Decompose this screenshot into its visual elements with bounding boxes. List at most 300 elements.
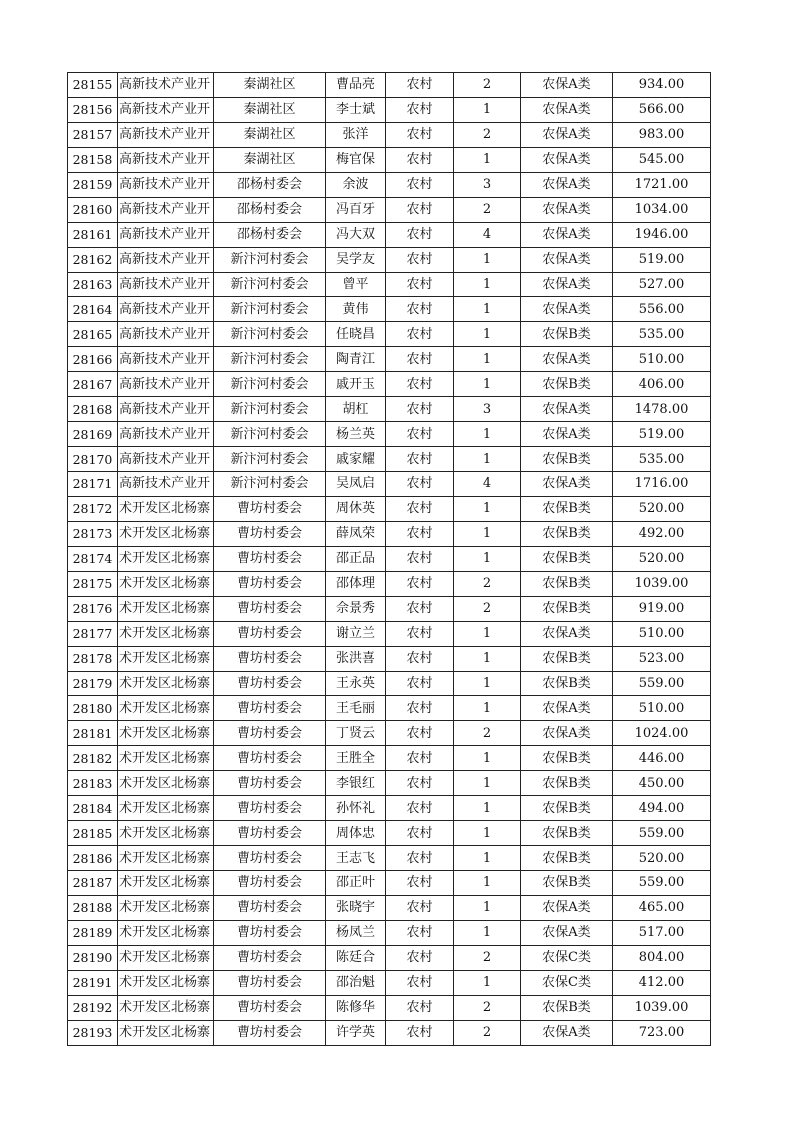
record-id-cell: 28185: [68, 821, 118, 846]
district-cell: 术开发区北杨寨: [118, 771, 214, 796]
person-name-cell: 王毛丽: [326, 696, 386, 721]
person-name-cell: 许学英: [326, 1020, 386, 1045]
household-type-cell: 农村: [386, 871, 454, 896]
family-size-cell: 2: [454, 1020, 521, 1045]
household-type-cell: 农村: [386, 671, 454, 696]
amount-cell: 559.00: [613, 821, 711, 846]
household-type-cell: 农村: [386, 920, 454, 945]
village-committee-cell: 新汴河村委会: [214, 372, 326, 397]
person-name-cell: 王志飞: [326, 846, 386, 871]
district-cell: 高新技术产业开: [118, 122, 214, 147]
table-row: [68, 197, 711, 222]
insurance-category-cell: 农保A类: [521, 621, 613, 646]
person-name-cell: 李士斌: [326, 97, 386, 122]
household-type-cell: 农村: [386, 197, 454, 222]
family-size-cell: 1: [454, 970, 521, 995]
district-cell: 术开发区北杨寨: [118, 496, 214, 521]
table-row: [68, 73, 711, 98]
household-type-cell: 农村: [386, 895, 454, 920]
insurance-category-cell: 农保A类: [521, 347, 613, 372]
household-type-cell: 农村: [386, 496, 454, 521]
table-row: [68, 746, 711, 771]
family-size-cell: 1: [454, 746, 521, 771]
record-id-cell: 28182: [68, 746, 118, 771]
insurance-category-cell: 农保A类: [521, 297, 613, 322]
district-cell: 高新技术产业开: [118, 422, 214, 447]
family-size-cell: 3: [454, 172, 521, 197]
table-row: [68, 222, 711, 247]
insurance-category-cell: 农保B类: [521, 521, 613, 546]
record-id-cell: 28179: [68, 671, 118, 696]
village-committee-cell: 曹坊村委会: [214, 721, 326, 746]
record-id-cell: 28177: [68, 621, 118, 646]
district-cell: 术开发区北杨寨: [118, 671, 214, 696]
family-size-cell: 1: [454, 372, 521, 397]
amount-cell: 450.00: [613, 771, 711, 796]
table-row: [68, 671, 711, 696]
family-size-cell: 2: [454, 571, 521, 596]
table-row: [68, 97, 711, 122]
district-cell: 高新技术产业开: [118, 172, 214, 197]
insurance-category-cell: 农保A类: [521, 197, 613, 222]
record-id-cell: 28172: [68, 496, 118, 521]
person-name-cell: 冯大双: [326, 222, 386, 247]
village-committee-cell: 秦湖社区: [214, 97, 326, 122]
insurance-category-cell: 农保C类: [521, 945, 613, 970]
record-id-cell: 28163: [68, 272, 118, 297]
village-committee-cell: 曹坊村委会: [214, 796, 326, 821]
insurance-category-cell: 农保A类: [521, 222, 613, 247]
household-type-cell: 农村: [386, 172, 454, 197]
village-committee-cell: 曹坊村委会: [214, 696, 326, 721]
table-row: [68, 272, 711, 297]
table-row: [68, 472, 711, 497]
table-row: [68, 347, 711, 372]
family-size-cell: 4: [454, 222, 521, 247]
person-name-cell: 李银红: [326, 771, 386, 796]
amount-cell: 983.00: [613, 122, 711, 147]
family-size-cell: 1: [454, 147, 521, 172]
record-id-cell: 28164: [68, 297, 118, 322]
village-committee-cell: 新汴河村委会: [214, 347, 326, 372]
amount-cell: 556.00: [613, 297, 711, 322]
amount-cell: 1024.00: [613, 721, 711, 746]
village-committee-cell: 曹坊村委会: [214, 871, 326, 896]
record-id-cell: 28167: [68, 372, 118, 397]
district-cell: 高新技术产业开: [118, 297, 214, 322]
insurance-category-cell: 农保B类: [521, 546, 613, 571]
amount-cell: 494.00: [613, 796, 711, 821]
person-name-cell: 任晓昌: [326, 322, 386, 347]
amount-cell: 523.00: [613, 646, 711, 671]
table-row: [68, 447, 711, 472]
district-cell: 术开发区北杨寨: [118, 596, 214, 621]
village-committee-cell: 曹坊村委会: [214, 496, 326, 521]
insurance-category-cell: 农保A类: [521, 472, 613, 497]
amount-cell: 1716.00: [613, 472, 711, 497]
district-cell: 术开发区北杨寨: [118, 970, 214, 995]
family-size-cell: 3: [454, 397, 521, 422]
household-type-cell: 农村: [386, 1020, 454, 1045]
household-type-cell: 农村: [386, 472, 454, 497]
family-size-cell: 2: [454, 73, 521, 98]
household-type-cell: 农村: [386, 447, 454, 472]
village-committee-cell: 邵杨村委会: [214, 172, 326, 197]
family-size-cell: 1: [454, 796, 521, 821]
amount-cell: 412.00: [613, 970, 711, 995]
insurance-category-cell: 农保A类: [521, 895, 613, 920]
village-committee-cell: 曹坊村委会: [214, 571, 326, 596]
person-name-cell: 薛凤荣: [326, 521, 386, 546]
household-type-cell: 农村: [386, 397, 454, 422]
insurance-category-cell: 农保A类: [521, 97, 613, 122]
table-row: [68, 546, 711, 571]
person-name-cell: 杨凤兰: [326, 920, 386, 945]
record-id-cell: 28183: [68, 771, 118, 796]
amount-cell: 535.00: [613, 447, 711, 472]
amount-cell: 804.00: [613, 945, 711, 970]
household-type-cell: 农村: [386, 546, 454, 571]
family-size-cell: 2: [454, 122, 521, 147]
table-row: [68, 422, 711, 447]
household-type-cell: 农村: [386, 571, 454, 596]
records-table: [67, 72, 711, 1046]
village-committee-cell: 新汴河村委会: [214, 272, 326, 297]
district-cell: 术开发区北杨寨: [118, 871, 214, 896]
village-committee-cell: 曹坊村委会: [214, 671, 326, 696]
village-committee-cell: 邵杨村委会: [214, 197, 326, 222]
district-cell: 高新技术产业开: [118, 472, 214, 497]
district-cell: 高新技术产业开: [118, 97, 214, 122]
record-id-cell: 28159: [68, 172, 118, 197]
table-row: [68, 172, 711, 197]
family-size-cell: 1: [454, 447, 521, 472]
person-name-cell: 陶青江: [326, 347, 386, 372]
household-type-cell: 农村: [386, 746, 454, 771]
family-size-cell: 1: [454, 521, 521, 546]
district-cell: 高新技术产业开: [118, 197, 214, 222]
record-id-cell: 28155: [68, 73, 118, 98]
family-size-cell: 2: [454, 945, 521, 970]
amount-cell: 1039.00: [613, 571, 711, 596]
table-row: [68, 846, 711, 871]
district-cell: 术开发区北杨寨: [118, 746, 214, 771]
household-type-cell: 农村: [386, 696, 454, 721]
record-id-cell: 28189: [68, 920, 118, 945]
table-row: [68, 1020, 711, 1045]
insurance-category-cell: 农保B类: [521, 846, 613, 871]
amount-cell: 446.00: [613, 746, 711, 771]
table-row: [68, 696, 711, 721]
table-row: [68, 995, 711, 1020]
family-size-cell: 1: [454, 97, 521, 122]
record-id-cell: 28169: [68, 422, 118, 447]
household-type-cell: 农村: [386, 97, 454, 122]
insurance-category-cell: 农保A类: [521, 696, 613, 721]
household-type-cell: 农村: [386, 322, 454, 347]
village-committee-cell: 秦湖社区: [214, 122, 326, 147]
record-id-cell: 28165: [68, 322, 118, 347]
household-type-cell: 农村: [386, 222, 454, 247]
district-cell: 高新技术产业开: [118, 272, 214, 297]
family-size-cell: 1: [454, 771, 521, 796]
village-committee-cell: 曹坊村委会: [214, 546, 326, 571]
insurance-category-cell: 农保A类: [521, 397, 613, 422]
person-name-cell: 孙怀礼: [326, 796, 386, 821]
family-size-cell: 1: [454, 347, 521, 372]
insurance-category-cell: 农保B类: [521, 771, 613, 796]
amount-cell: 545.00: [613, 147, 711, 172]
table-row: [68, 721, 711, 746]
household-type-cell: 农村: [386, 846, 454, 871]
village-committee-cell: 曹坊村委会: [214, 821, 326, 846]
family-size-cell: 1: [454, 671, 521, 696]
household-type-cell: 农村: [386, 821, 454, 846]
amount-cell: 559.00: [613, 671, 711, 696]
table-row: [68, 322, 711, 347]
household-type-cell: 农村: [386, 347, 454, 372]
district-cell: 高新技术产业开: [118, 147, 214, 172]
insurance-category-cell: 农保B类: [521, 821, 613, 846]
table-row: [68, 521, 711, 546]
household-type-cell: 农村: [386, 147, 454, 172]
village-committee-cell: 曹坊村委会: [214, 945, 326, 970]
table-row: [68, 646, 711, 671]
insurance-category-cell: 农保B类: [521, 995, 613, 1020]
record-id-cell: 28157: [68, 122, 118, 147]
district-cell: 高新技术产业开: [118, 247, 214, 272]
record-id-cell: 28171: [68, 472, 118, 497]
household-type-cell: 农村: [386, 521, 454, 546]
district-cell: 高新技术产业开: [118, 397, 214, 422]
village-committee-cell: 曹坊村委会: [214, 596, 326, 621]
family-size-cell: 1: [454, 322, 521, 347]
insurance-category-cell: 农保B类: [521, 596, 613, 621]
insurance-category-cell: 农保A类: [521, 721, 613, 746]
amount-cell: 723.00: [613, 1020, 711, 1045]
record-id-cell: 28168: [68, 397, 118, 422]
record-id-cell: 28158: [68, 147, 118, 172]
amount-cell: 559.00: [613, 871, 711, 896]
insurance-category-cell: 农保C类: [521, 970, 613, 995]
insurance-category-cell: 农保A类: [521, 172, 613, 197]
person-name-cell: 周体忠: [326, 821, 386, 846]
person-name-cell: 梅官保: [326, 147, 386, 172]
household-type-cell: 农村: [386, 596, 454, 621]
table-row: [68, 247, 711, 272]
person-name-cell: 王胜全: [326, 746, 386, 771]
record-id-cell: 28174: [68, 546, 118, 571]
household-type-cell: 农村: [386, 272, 454, 297]
record-id-cell: 28193: [68, 1020, 118, 1045]
village-committee-cell: 曹坊村委会: [214, 895, 326, 920]
record-id-cell: 28188: [68, 895, 118, 920]
household-type-cell: 农村: [386, 247, 454, 272]
household-type-cell: 农村: [386, 945, 454, 970]
record-id-cell: 28181: [68, 721, 118, 746]
table-row: [68, 122, 711, 147]
record-id-cell: 28184: [68, 796, 118, 821]
insurance-category-cell: 农保A类: [521, 247, 613, 272]
district-cell: 术开发区北杨寨: [118, 821, 214, 846]
record-id-cell: 28187: [68, 871, 118, 896]
household-type-cell: 农村: [386, 771, 454, 796]
district-cell: 术开发区北杨寨: [118, 721, 214, 746]
village-committee-cell: 秦湖社区: [214, 147, 326, 172]
amount-cell: 919.00: [613, 596, 711, 621]
table-row: [68, 821, 711, 846]
amount-cell: 520.00: [613, 496, 711, 521]
person-name-cell: 张晓宇: [326, 895, 386, 920]
person-name-cell: 杨兰英: [326, 422, 386, 447]
table-row: [68, 372, 711, 397]
insurance-category-cell: 农保A类: [521, 147, 613, 172]
village-committee-cell: 曹坊村委会: [214, 920, 326, 945]
amount-cell: 510.00: [613, 696, 711, 721]
amount-cell: 1039.00: [613, 995, 711, 1020]
village-committee-cell: 曹坊村委会: [214, 621, 326, 646]
family-size-cell: 1: [454, 821, 521, 846]
amount-cell: 510.00: [613, 347, 711, 372]
amount-cell: 1034.00: [613, 197, 711, 222]
table-row: [68, 397, 711, 422]
table-row: [68, 970, 711, 995]
person-name-cell: 王永英: [326, 671, 386, 696]
person-name-cell: 邵正叶: [326, 871, 386, 896]
village-committee-cell: 曹坊村委会: [214, 746, 326, 771]
village-committee-cell: 曹坊村委会: [214, 846, 326, 871]
insurance-category-cell: 农保B类: [521, 871, 613, 896]
amount-cell: 1478.00: [613, 397, 711, 422]
family-size-cell: 1: [454, 247, 521, 272]
amount-cell: 517.00: [613, 920, 711, 945]
amount-cell: 1946.00: [613, 222, 711, 247]
record-id-cell: 28180: [68, 696, 118, 721]
household-type-cell: 农村: [386, 995, 454, 1020]
person-name-cell: 戚家耀: [326, 447, 386, 472]
record-id-cell: 28166: [68, 347, 118, 372]
amount-cell: 520.00: [613, 546, 711, 571]
household-type-cell: 农村: [386, 73, 454, 98]
insurance-category-cell: 农保B类: [521, 496, 613, 521]
family-size-cell: 1: [454, 422, 521, 447]
village-committee-cell: 新汴河村委会: [214, 322, 326, 347]
amount-cell: 406.00: [613, 372, 711, 397]
table-row: [68, 871, 711, 896]
household-type-cell: 农村: [386, 621, 454, 646]
district-cell: 术开发区北杨寨: [118, 571, 214, 596]
person-name-cell: 吴学友: [326, 247, 386, 272]
record-id-cell: 28160: [68, 197, 118, 222]
insurance-category-cell: 农保B类: [521, 447, 613, 472]
district-cell: 术开发区北杨寨: [118, 920, 214, 945]
table-row: [68, 571, 711, 596]
record-id-cell: 28170: [68, 447, 118, 472]
village-committee-cell: 曹坊村委会: [214, 771, 326, 796]
person-name-cell: 张洋: [326, 122, 386, 147]
insurance-category-cell: 农保A类: [521, 422, 613, 447]
person-name-cell: 胡杠: [326, 397, 386, 422]
person-name-cell: 邵正品: [326, 546, 386, 571]
insurance-category-cell: 农保A类: [521, 272, 613, 297]
family-size-cell: 2: [454, 197, 521, 222]
village-committee-cell: 新汴河村委会: [214, 397, 326, 422]
household-type-cell: 农村: [386, 970, 454, 995]
village-committee-cell: 曹坊村委会: [214, 646, 326, 671]
record-id-cell: 28191: [68, 970, 118, 995]
insurance-category-cell: 农保A类: [521, 73, 613, 98]
village-committee-cell: 新汴河村委会: [214, 472, 326, 497]
family-size-cell: 1: [454, 646, 521, 671]
record-id-cell: 28156: [68, 97, 118, 122]
village-committee-cell: 秦湖社区: [214, 73, 326, 98]
family-size-cell: 1: [454, 846, 521, 871]
district-cell: 术开发区北杨寨: [118, 846, 214, 871]
household-type-cell: 农村: [386, 122, 454, 147]
person-name-cell: 周休英: [326, 496, 386, 521]
amount-cell: 510.00: [613, 621, 711, 646]
person-name-cell: 戚开玉: [326, 372, 386, 397]
amount-cell: 1721.00: [613, 172, 711, 197]
record-id-cell: 28176: [68, 596, 118, 621]
district-cell: 高新技术产业开: [118, 447, 214, 472]
family-size-cell: 1: [454, 696, 521, 721]
family-size-cell: 1: [454, 272, 521, 297]
table-row: [68, 496, 711, 521]
village-committee-cell: 曹坊村委会: [214, 970, 326, 995]
table-row: [68, 147, 711, 172]
person-name-cell: 张洪喜: [326, 646, 386, 671]
insurance-category-cell: 农保B类: [521, 671, 613, 696]
district-cell: 术开发区北杨寨: [118, 646, 214, 671]
insurance-category-cell: 农保B类: [521, 372, 613, 397]
amount-cell: 519.00: [613, 422, 711, 447]
person-name-cell: 曹品亮: [326, 73, 386, 98]
household-type-cell: 农村: [386, 372, 454, 397]
insurance-category-cell: 农保B类: [521, 646, 613, 671]
insurance-category-cell: 农保A类: [521, 1020, 613, 1045]
district-cell: 术开发区北杨寨: [118, 945, 214, 970]
district-cell: 术开发区北杨寨: [118, 546, 214, 571]
table-row: [68, 621, 711, 646]
person-name-cell: 佘景秀: [326, 596, 386, 621]
amount-cell: 492.00: [613, 521, 711, 546]
district-cell: 高新技术产业开: [118, 372, 214, 397]
family-size-cell: 2: [454, 995, 521, 1020]
amount-cell: 527.00: [613, 272, 711, 297]
insurance-category-cell: 农保B类: [521, 796, 613, 821]
district-cell: 术开发区北杨寨: [118, 995, 214, 1020]
table-row: [68, 297, 711, 322]
family-size-cell: 4: [454, 472, 521, 497]
amount-cell: 519.00: [613, 247, 711, 272]
record-id-cell: 28186: [68, 846, 118, 871]
insurance-category-cell: 农保A类: [521, 920, 613, 945]
record-id-cell: 28192: [68, 995, 118, 1020]
insurance-category-cell: 农保A类: [521, 122, 613, 147]
village-committee-cell: 邵杨村委会: [214, 222, 326, 247]
district-cell: 术开发区北杨寨: [118, 1020, 214, 1045]
table-row: [68, 920, 711, 945]
table-row: [68, 796, 711, 821]
family-size-cell: 1: [454, 871, 521, 896]
family-size-cell: 1: [454, 920, 521, 945]
person-name-cell: 陈廷合: [326, 945, 386, 970]
amount-cell: 934.00: [613, 73, 711, 98]
table-row: [68, 945, 711, 970]
person-name-cell: 余波: [326, 172, 386, 197]
village-committee-cell: 曹坊村委会: [214, 995, 326, 1020]
